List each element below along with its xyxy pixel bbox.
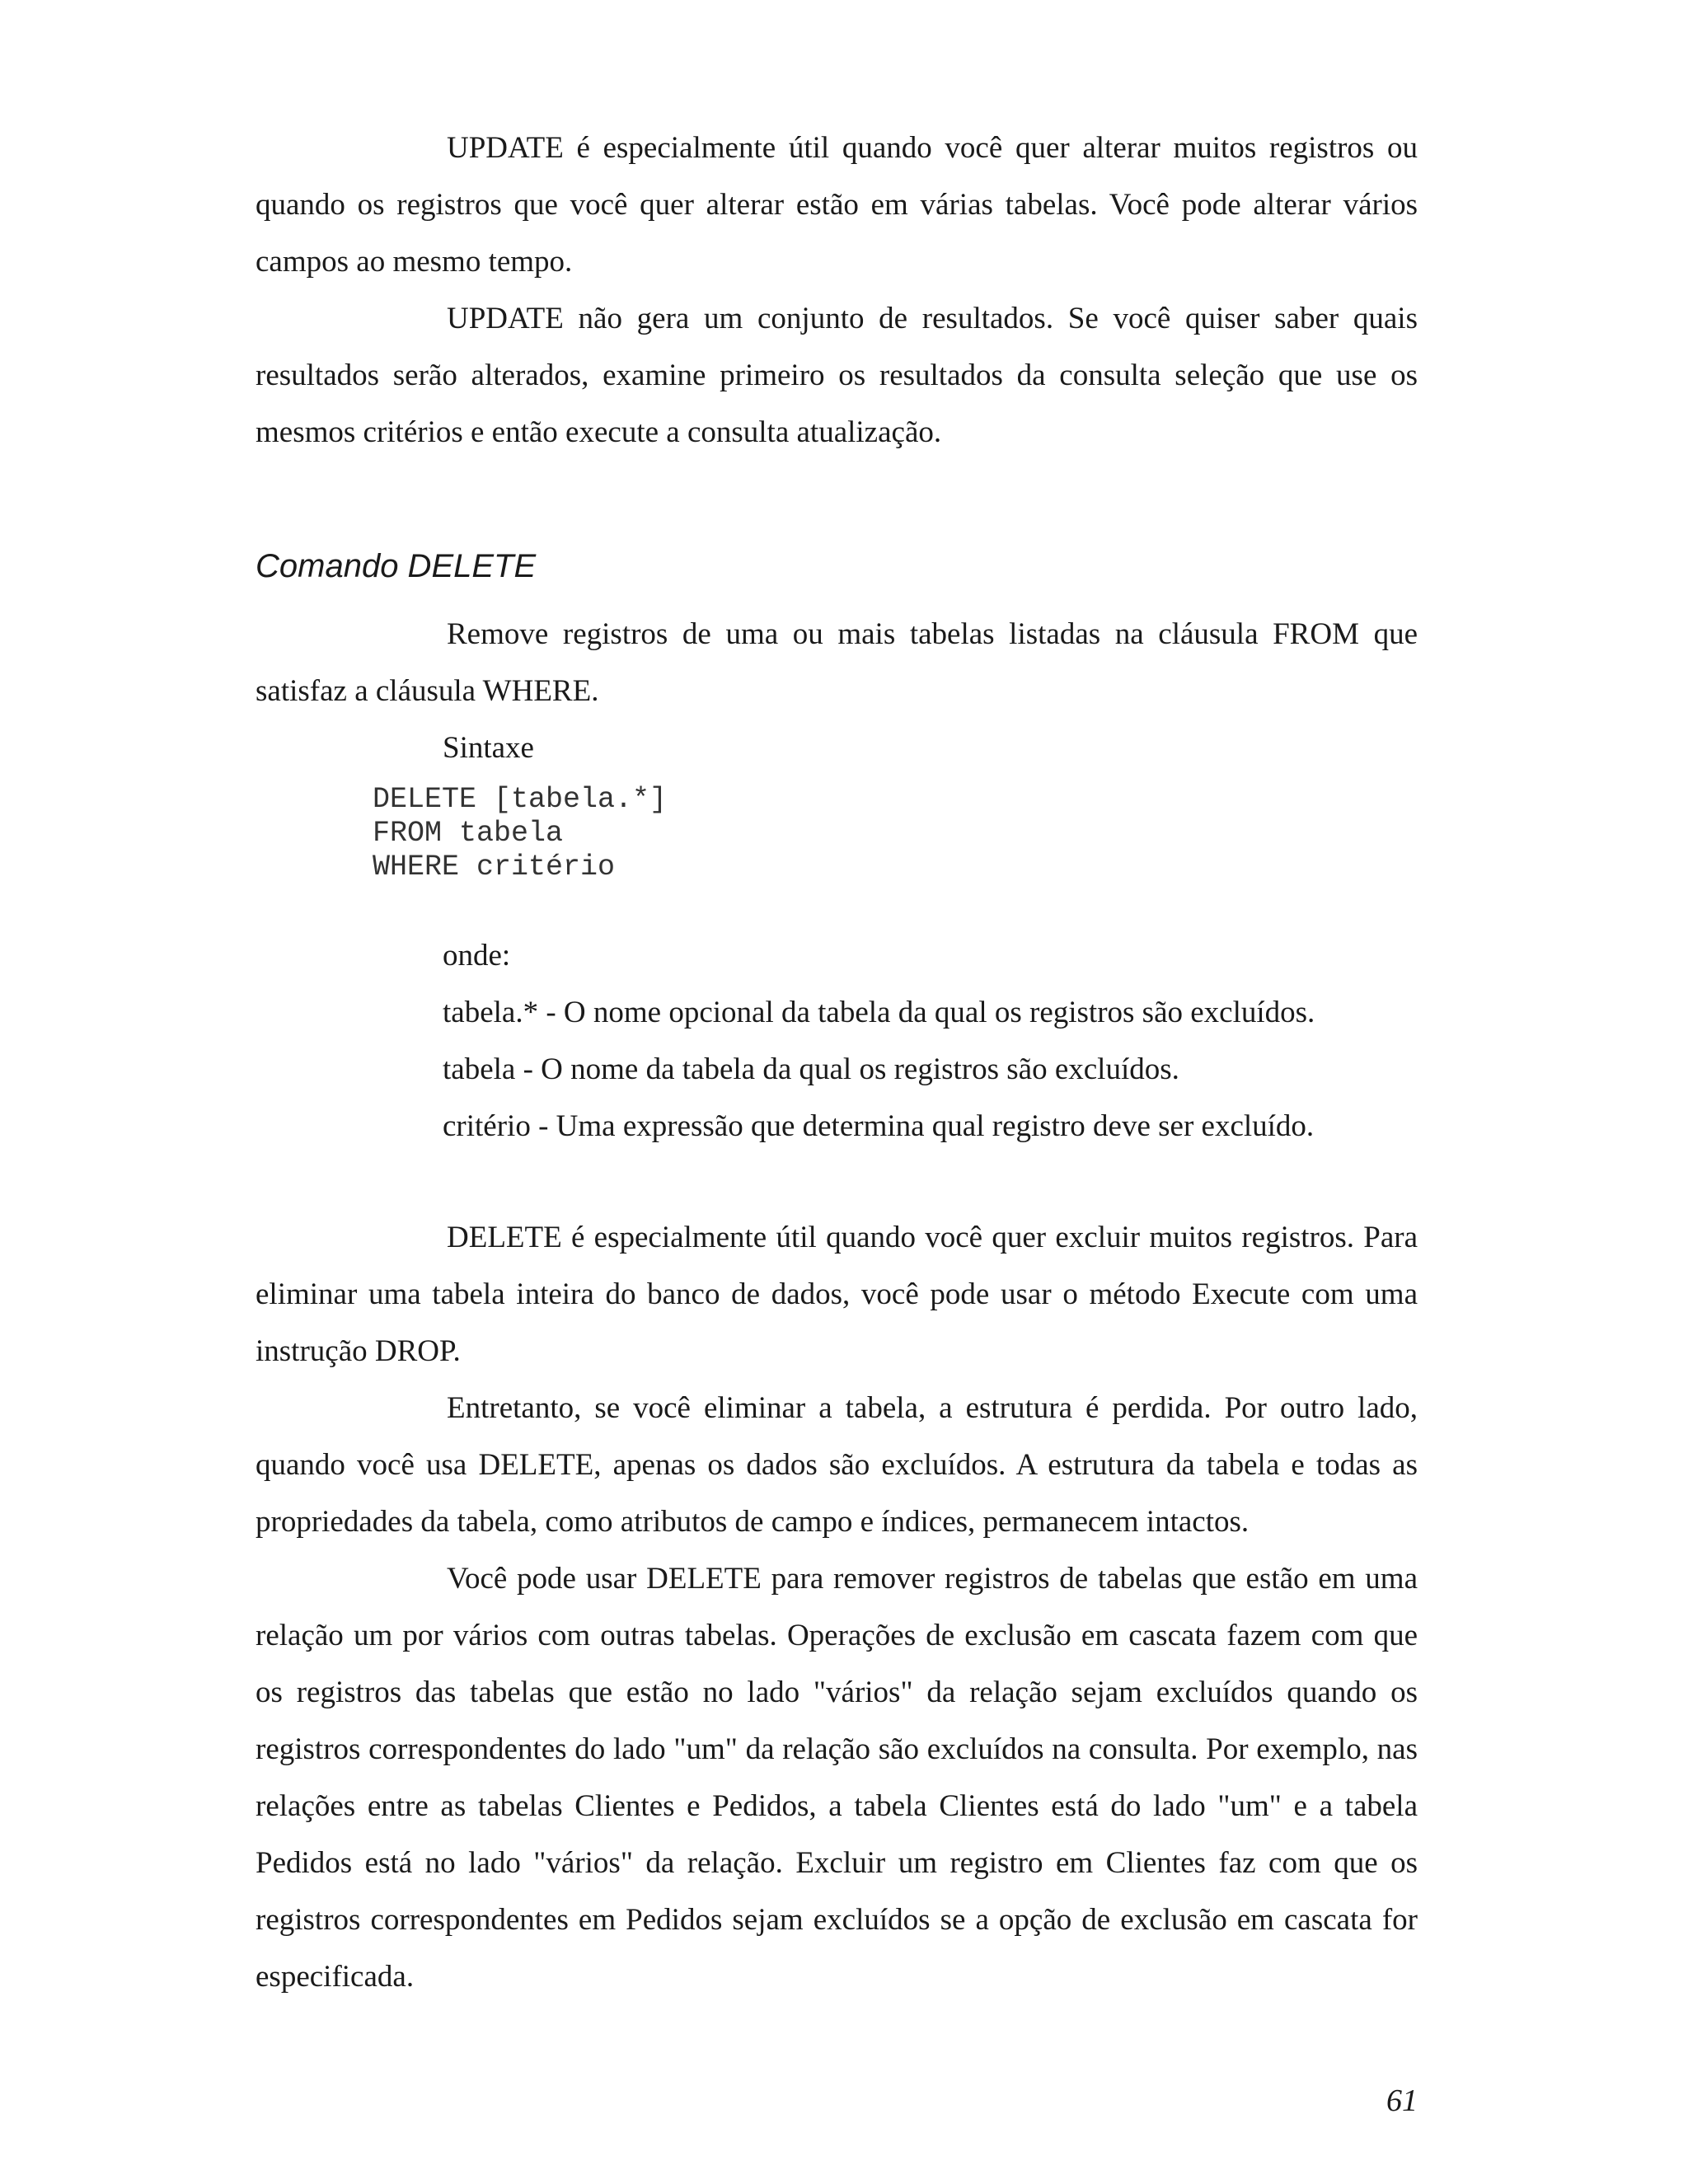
body-paragraph: Entretanto, se você eliminar a tabela, a estrutura é perdida. Por outro lado, quando você usa DELETE, apenas os dados são excluídos. A estrutura da tabela e todas as propriedades da tabela, como atributos de campo e índices, permanecem intactos. [256, 1391, 1418, 1539]
body-paragraph: Você pode usar DELETE para remover registros de tabelas que estão em uma relação um por vários com outras tabelas. Operações de exclusão em cascata fazem com que os registros das tabelas que estão no lado "vários" da relação sejam excluídos quando os registros correspondentes do lado "um" da relação são excluídos na consulta. Por exemplo, nas relações entre as tabelas Clientes e Pedidos, a tabela Clientes está do lado "um" e a tabela Pedidos está no lado "vários" da relação. Excluir um registro em Clientes faz com que os registros correspondentes em Pedidos sejam excluídos se a opção de exclusão em cascata for especificada. [256, 1562, 1418, 1994]
intro-paragraph: UPDATE não gera um conjunto de resultados. Se você quiser saber quais resultados serão alterados, examine primeiro os resultados da consulta seleção que use os mesmos critérios e então execute a consulta atualização. [256, 302, 1418, 449]
where-label: onde: [443, 939, 511, 972]
definition-item: tabela.* - O nome opcional da tabela da qual os registros são excluídos. [443, 996, 1315, 1029]
code-line: WHERE critério [373, 851, 616, 883]
page-content [256, 120, 1418, 2005]
paragraph-spacer [256, 1155, 1418, 1209]
definition-item: critério - Uma expressão que determina qual registro deve ser excluído. [443, 1109, 1315, 1143]
body-paragraph: DELETE é especialmente útil quando você quer excluir muitos registros. Para eliminar uma tabela inteira do banco de dados, você pode usar o método Execute com uma instrução DROP. [256, 1221, 1418, 1368]
parameter-definitions [256, 984, 1418, 1155]
syntax-label: Sintaxe [443, 731, 534, 765]
definition-item: tabela - O nome da tabela da qual os registros são excluídos. [443, 1052, 1179, 1086]
code-line: DELETE [tabela.*] [373, 783, 668, 816]
page-number: 61 [1386, 2083, 1418, 2118]
section-spacer [256, 461, 1418, 543]
section-heading: Comando DELETE [256, 548, 537, 584]
intro-paragraph: UPDATE é especialmente útil quando você quer alterar muitos registros ou quando os registros que você quer alterar estão em várias tabelas. Você pode alterar vários campos ao mesmo tempo. [256, 131, 1418, 279]
code-line: FROM tabela [373, 817, 564, 850]
syntax-code-block [256, 783, 1418, 884]
section-description: Remove registros de uma ou mais tabelas listadas na cláusula FROM que satisfaz a cláusula WHERE. [256, 617, 1418, 708]
